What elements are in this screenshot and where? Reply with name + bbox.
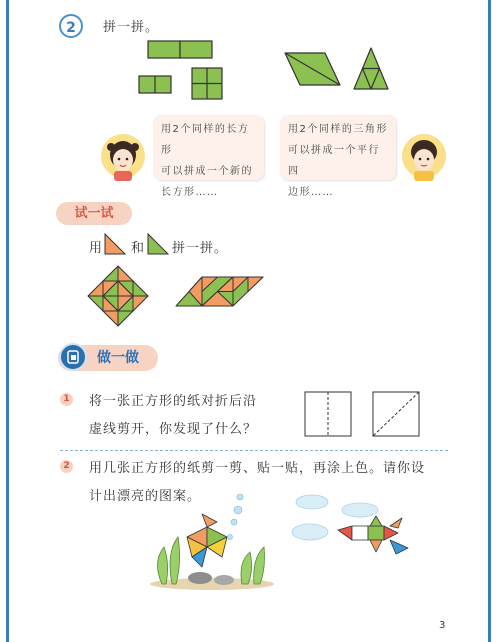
speech-bubble-left bbox=[153, 115, 264, 198]
question-1-line-2: 虚线剪开，你发现了什么？ bbox=[89, 422, 258, 437]
page-number: 3 bbox=[439, 620, 446, 631]
try-text-and: 和 bbox=[131, 241, 146, 256]
parallelogram-pattern bbox=[174, 274, 266, 309]
try-it-label: 试一试 bbox=[56, 202, 132, 225]
green-triangle-icon bbox=[146, 232, 170, 256]
section-title: 拼一拼。 bbox=[103, 20, 160, 35]
fish-aquarium-illustration bbox=[142, 492, 282, 592]
try-text-action: 拼一拼。 bbox=[172, 241, 229, 256]
bubble-left-line-1: 用2个同样的长方形 bbox=[161, 124, 250, 156]
section-number: 2 bbox=[59, 14, 83, 38]
boy-avatar bbox=[401, 133, 447, 181]
tangram-fish-with-clouds bbox=[290, 490, 420, 570]
rectangle-puzzle-figures bbox=[135, 38, 230, 103]
triangle-puzzle-figures bbox=[282, 45, 407, 95]
question-2-number: 2 bbox=[60, 460, 73, 473]
question-1-line-1: 将一张正方形的纸对折后沿 bbox=[89, 394, 258, 409]
folded-square-diagrams bbox=[302, 390, 424, 440]
try-text-use: 用 bbox=[89, 241, 104, 256]
page-border-left bbox=[6, 0, 9, 642]
question-1-number: 1 bbox=[60, 393, 73, 406]
bubble-left-line-3: 长方形…… bbox=[161, 187, 219, 198]
speech-bubble-right bbox=[280, 115, 396, 198]
bubble-right-line-2: 可以拼成一个平行四 bbox=[288, 145, 380, 177]
girl-avatar bbox=[100, 133, 146, 181]
page-border-right bbox=[488, 0, 491, 642]
diamond-pattern bbox=[86, 264, 150, 328]
orange-triangle-icon bbox=[103, 232, 127, 256]
section-divider bbox=[60, 450, 448, 451]
bubble-left-line-2: 可以拼成一个新的 bbox=[161, 166, 253, 177]
bubble-right-line-3: 边形…… bbox=[288, 187, 334, 198]
do-it-label: 做一做 bbox=[97, 350, 139, 366]
question-2-line-1: 用几张正方形的纸剪一剪、贴一贴，再涂上色。请你设 bbox=[89, 461, 426, 476]
question-2-line-2: 计出漂亮的图案。 bbox=[89, 489, 202, 504]
bubble-right-line-1: 用2个同样的三角形 bbox=[288, 124, 388, 135]
do-it-icon bbox=[59, 343, 87, 371]
